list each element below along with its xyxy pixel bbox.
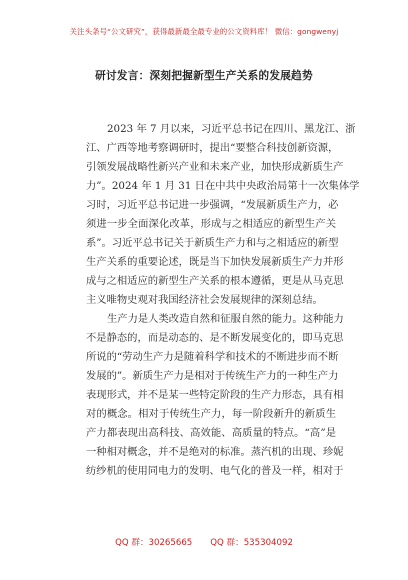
body-line: 发展的”。新质生产力是相对于传统生产力的一种生产力	[86, 370, 339, 382]
qq-group-number: 535304092	[243, 538, 293, 548]
body-line: 一种相对概念，并不是绝对的标准。蒸汽机的出现、珍妮	[86, 446, 344, 458]
qq-group-label: QQ 群：	[115, 538, 149, 548]
body-line: 产力都表现出高科技、高效能、高质量的特点。“高”是	[86, 427, 336, 439]
body-line: 江、广西等地考察调研时，提出“要整合科技创新资源，	[86, 142, 339, 154]
body-line: 所说的“劳动生产力是随着科学和技术的不断进步而不断	[86, 351, 339, 363]
body-line: 系”。习近平总书记关于新质生产力和与之相适应的新型	[86, 237, 339, 249]
body-line: 纺纱机的使用同电力的发明、电气化的普及一样，相对于	[86, 465, 344, 477]
body-line: 习时，习近平总书记进一步强调，“发展新质生产力，必	[86, 199, 339, 211]
qq-group-label: QQ 群：	[210, 538, 244, 548]
document-title: 研讨发言：深刻把握新型生产关系的发展趋势	[95, 70, 313, 82]
body-line: 生产关系的重要论述，既是当下加快发展新质生产力并形	[86, 256, 344, 268]
body-line: 2023 年 7 月以来，习近平总书记在四川、黑龙江、浙	[107, 123, 356, 135]
top-banner: 关注头条号“公文研究”，获得最新最全最专业的公文资料库！ 微信：gongwenyj	[69, 27, 339, 36]
body-line: 不是静态的，而是动态的、是不断发展变化的，即马克思	[86, 332, 344, 344]
body-line: 对的概念。相对于传统生产力，每一阶段新升的新质生	[86, 408, 336, 420]
bottom-banner	[0, 536, 408, 548]
body-line: 须进一步全面深化改革，形成与之相适应的新型生产关	[86, 218, 336, 230]
body-line: 生产力是人类改造自然和征服自然的能力。这种能力	[107, 313, 344, 325]
body-line: 表现形式，并不是某一些特定阶段的生产力形态，具有相	[86, 389, 344, 401]
body-line: 引领发展战略性新兴产业和未来产业，加快形成新质生产	[86, 161, 344, 173]
body-line: 力”。2024 年 1 月 31 日在中共中央政治局第十一次集体学	[86, 180, 360, 192]
body-line: 成与之相适应的新型生产关系的根本遵循，更是从马克思	[86, 275, 344, 287]
qq-group-number: 30265665	[148, 538, 193, 548]
body-line: 主义唯物史观对我国经济社会发展规律的深刻总结。	[86, 294, 323, 306]
